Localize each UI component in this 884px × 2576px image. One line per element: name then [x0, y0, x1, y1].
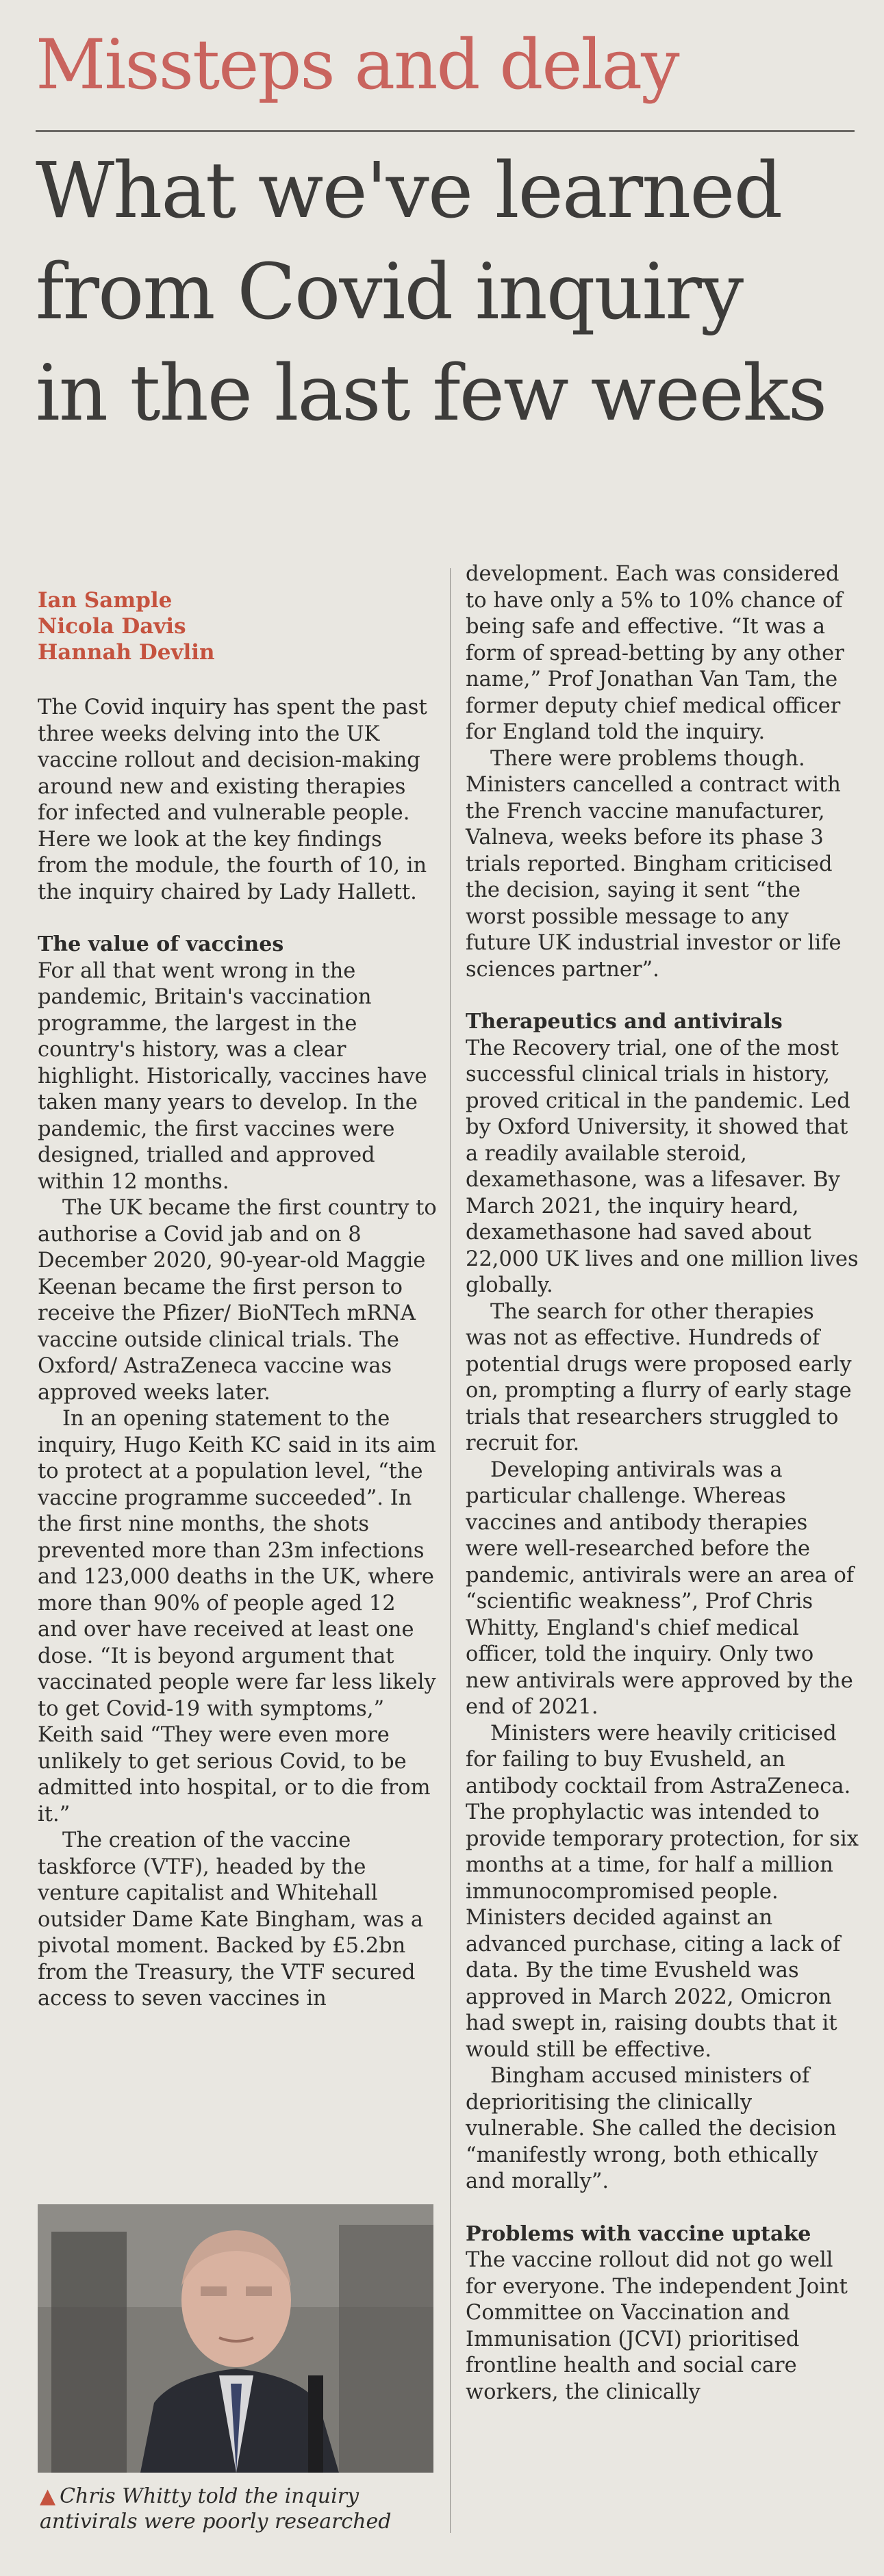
paragraph: The search for other therapies was not as effective. Hundreds of potential drugs were proposed early on, prompting a flurry of early stage trials that researchers struggled to recruit for. — [466, 1299, 852, 1455]
column-divider — [450, 568, 451, 2533]
photo-chris-whitty — [38, 2204, 433, 2473]
section-heading: Problems with vaccine uptake — [466, 2221, 811, 2246]
section-heading: Therapeutics and antivirals — [466, 1010, 783, 1034]
caption-triangle-icon: ▲ — [40, 2484, 56, 2508]
paragraph: For all that went wrong in the pandemic, Britain's vaccination programme, the largest in the country's history, was a clear highlight. Historically, vaccines have taken many years to develop. In the pandemic, the first vaccines were designed, trialled and approved within 12 months. — [38, 958, 427, 1194]
author-name: Nicola Davis — [38, 614, 186, 639]
paragraph: Bingham accused ministers of deprioritising the clinically vulnerable. She called the decision “manifestly wrong, both ethically and morally”. — [466, 2064, 837, 2193]
kicker: Missteps and delay — [36, 25, 679, 105]
headline-line-2: from Covid inquiry — [36, 248, 743, 337]
paragraph: The UK became the first country to authorise a Covid jab and on 8 December 2020, 90-year-old Maggie Keenan became the first person to receive the Pfizer/ BioNTech mRNA vaccine outside clinical trials. The Oxford/ AstraZeneca vaccine was approved weeks later. — [38, 1196, 437, 1405]
paragraph: Ministers were heavily criticised for failing to buy Evusheld, an antibody cocktail from AstraZeneca. The prophylactic was intended to provide temporary protection, for six months at a time, for half a million immunocompromised people. Ministers decided against an advanced purchase, citing a lack of data. By the time Evusheld was approved in March 2022, Omicron had swept in, raising doubts that it would still be effective. — [466, 1721, 859, 2062]
photo-caption — [40, 2484, 435, 2534]
paragraph: The Recovery trial, one of the most successful clinical trials in history, proved critical in the pandemic. Led by Oxford University, it showed that a readily available steroid, dexamethasone, was a lifesaver. By March 2021, the inquiry heard, dexamethasone had saved about 22,000 UK lives and one million lives globally. — [466, 1036, 859, 1297]
author-name: Hannah Devlin — [38, 640, 215, 665]
article-column-1 — [38, 695, 438, 2013]
author-name: Ian Sample — [38, 588, 173, 613]
photo-illustration — [38, 2204, 433, 2473]
paragraph: development. Each was considered to have only a 5% to 10% chance of being safe and effective. “It was a form of spread-betting by any other name,” Prof Jonathan Van Tam, the former deputy chief medical officer for England told the inquiry. — [466, 562, 844, 744]
top-rule — [36, 130, 855, 132]
paragraph: There were problems though. Ministers cancelled a contract with the French vaccine manufacturer, Valneva, weeks before its phase 3 trials reported. Bingham criticised the decision, saying it sent “the worst possible message to any future UK industrial investor or life sciences partner”. — [466, 746, 842, 982]
byline — [38, 587, 215, 665]
headline — [36, 140, 850, 444]
caption-text: Chris Whitty told the inquiry antivirals were poorly researched — [40, 2484, 392, 2534]
paragraph: In an opening statement to the inquiry, Hugo Keith KC said in its aim to protect at a population level, “the vaccine programme succeeded”. In the first nine months, the shots prevented more than 23m infections and 123,000 deaths in the UK, where more than 90% of people aged 12 and over have received at least one dose. “It is beyond argument that vaccinated people were far less likely to get Covid-19 with symptoms,” Keith said “They were even more unlikely to get serious Covid, to be admitted into hospital, or to die from it.” — [38, 1407, 436, 1826]
headline-line-3: in the last few weeks — [36, 349, 826, 438]
paragraph: The creation of the vaccine taskforce (VTF), headed by the venture capitalist and Whitehall outsider Dame Kate Bingham, was a pivotal moment. Backed by £5.2bn from the Treasury, the VTF secured access to seven vaccines in — [38, 1828, 424, 2011]
paragraph: The vaccine rollout did not go well for everyone. The independent Joint Committee on Vaccination and Immunisation (JCVI) prioritised frontline health and social care workers, the clinically — [466, 2248, 848, 2404]
intro-paragraph: The Covid inquiry has spent the past three weeks delving into the UK vaccine rollout and decision-making around new and existing therapies for infected and vulnerable people. Here we look at the key findings from the module, the fourth of 10, in the inquiry chaired by Lady Hallett. — [38, 696, 427, 904]
headline-line-1: What we've learned — [36, 146, 782, 235]
paragraph: Developing antivirals was a particular challenge. Whereas vaccines and antibody therapies were well-researched before the pandemic, antivirals were an area of “scientific weakness”, Prof Chris Whitty, England's chief medical officer, told the inquiry. Only two new antivirals were approved by the end of 2021. — [466, 1457, 855, 1719]
section-heading: The value of vaccines — [38, 932, 284, 956]
article-column-2 — [466, 561, 859, 2406]
